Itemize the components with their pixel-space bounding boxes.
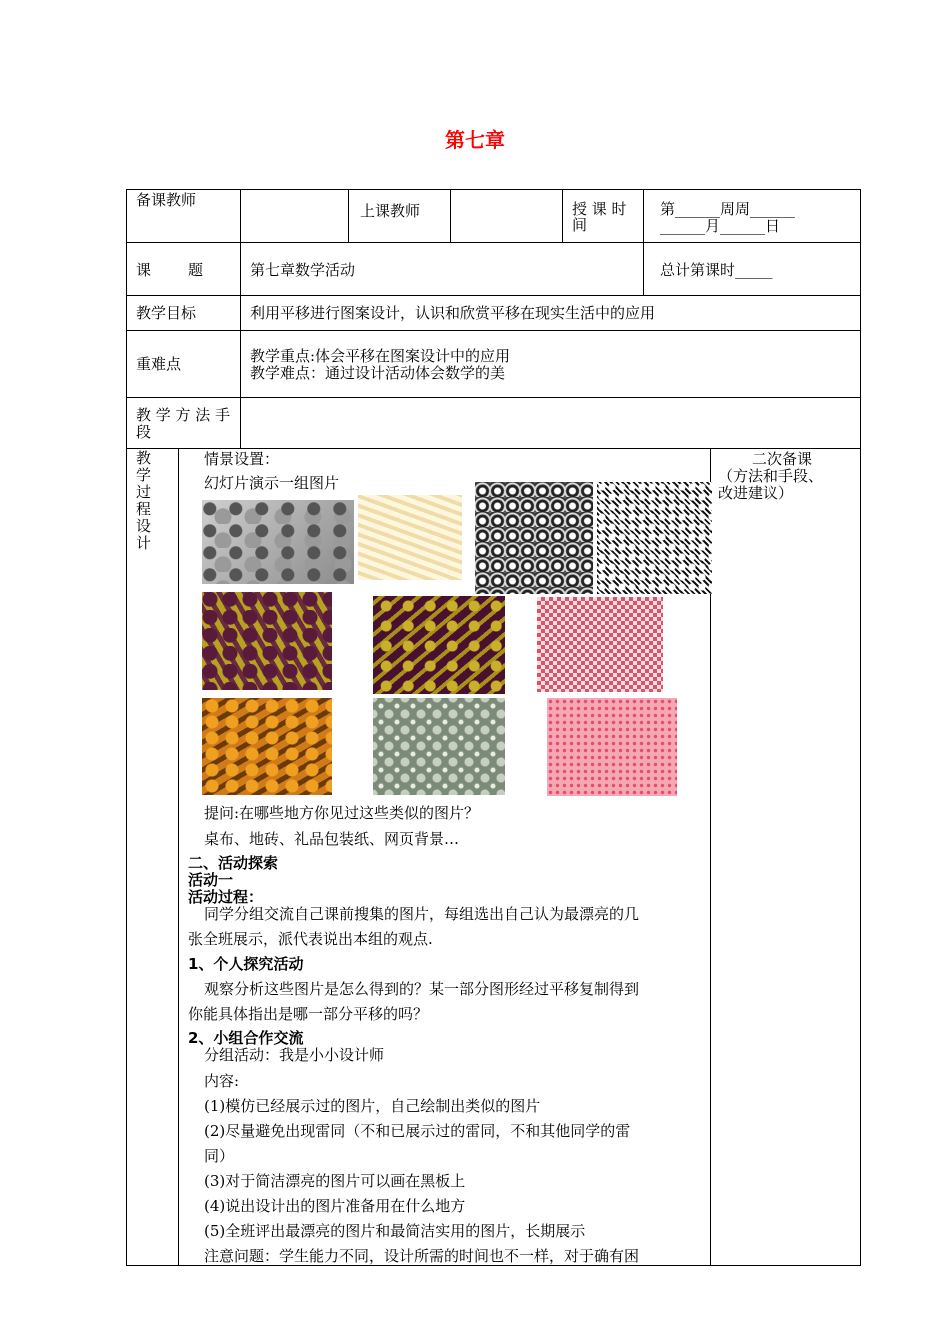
topic-label: 课 <box>136 261 152 279</box>
pattern-image-hearts <box>202 698 332 795</box>
content-item-1: (1)模仿已经展示过的图片，自己绘制出类似的图片 <box>204 1097 541 1115</box>
date-line-week: 第______周周______ <box>660 200 796 218</box>
difficult-point: 教学难点：通过设计活动体会数学的美 <box>250 364 506 382</box>
side-note-2: 改进建议） <box>718 484 794 502</box>
goal-value: 利用平移进行图案设计，认识和欣赏平移在现实生活中的应用 <box>250 304 656 322</box>
method-label: 教 学 方 法 手 <box>136 406 231 424</box>
paragraph-2-line-1: 观察分析这些图片是怎么得到的？某一部分图形经过平移复制得到 <box>204 980 640 998</box>
paragraph-2-line-2: 你能具体指出是哪一部分平移的吗？ <box>188 1005 429 1023</box>
pattern-image-arches <box>475 482 593 594</box>
sub-heading-group: 2、小组合作交流 <box>188 1029 304 1047</box>
activity-one-heading: 活动一 <box>188 871 234 889</box>
scene-heading: 情景设置： <box>204 450 280 468</box>
pattern-image-stars <box>597 482 712 594</box>
class-time-label-2: 间 <box>572 216 588 234</box>
paragraph-1-line-1: 同学分组交流自己课前搜集的图片，每组选出自己认为最漂亮的几 <box>204 905 640 923</box>
class-teacher-label: 上课教师 <box>360 202 421 220</box>
content-item-4: (4)说出设计出的图片准备用在什么地方 <box>204 1197 466 1215</box>
key-point: 教学重点:体会平移在图案设计中的应用 <box>250 347 511 365</box>
prep-teacher-label: 备课教师 <box>136 191 197 209</box>
pattern-image-cream <box>358 495 462 580</box>
goal-label: 教学目标 <box>136 304 197 322</box>
note-text: 注意问题：学生能力不同，设计所需的时间也不一样，对于确有困 <box>204 1247 640 1265</box>
content-item-5: (5)全班评出最漂亮的图片和最简洁实用的图片，长期展示 <box>204 1222 586 1240</box>
content-item-3: (3)对于简洁漂亮的图片可以画在黑板上 <box>204 1172 466 1190</box>
group-activity: 分组活动：我是小小设计师 <box>204 1046 385 1064</box>
topic-value: 第七章数学活动 <box>250 261 356 279</box>
paragraph-1-line-2: 张全班展示，派代表说出本组的观点. <box>188 930 433 948</box>
method-label-2: 段 <box>136 423 152 441</box>
pattern-image-purple-yellow-2 <box>373 596 505 694</box>
pattern-image-gray-floral <box>373 698 505 795</box>
activity-process-heading: 活动过程： <box>188 888 264 906</box>
total-hours: 总计第课时_____ <box>660 261 773 279</box>
sub-heading-individual: 1、个人探究活动 <box>188 955 304 973</box>
content-item-2-line-2: 同） <box>204 1147 235 1165</box>
side-title: 二次备课 <box>752 450 813 468</box>
question-text: 提问:在哪些地方你见过这些类似的图片？ <box>204 804 480 822</box>
page-title: 第七章 <box>445 128 505 152</box>
topic-label-2: 题 <box>188 261 204 279</box>
pattern-image-birds <box>202 500 354 584</box>
section-activity-explore: 二、活动探索 <box>188 854 279 872</box>
content-item-2-line-1: (2)尽量避免出现雷同（不和已展示过的雷同，不和其他同学的雷 <box>204 1122 631 1140</box>
content-label: 内容: <box>204 1072 240 1090</box>
side-note: （方法和手段、 <box>718 467 824 485</box>
date-line-day: ______月______日 <box>660 217 781 235</box>
pattern-image-pink-dots <box>547 698 677 796</box>
pattern-image-red-check <box>537 597 663 692</box>
answer-text: 桌布、地砖、礼品包装纸、网页背景… <box>204 830 460 848</box>
class-time-label: 授 课 时 <box>572 200 627 218</box>
pattern-image-purple-yellow <box>202 592 332 690</box>
key-label: 重难点 <box>136 355 182 373</box>
slides-text: 幻灯片演示一组图片 <box>204 474 340 492</box>
